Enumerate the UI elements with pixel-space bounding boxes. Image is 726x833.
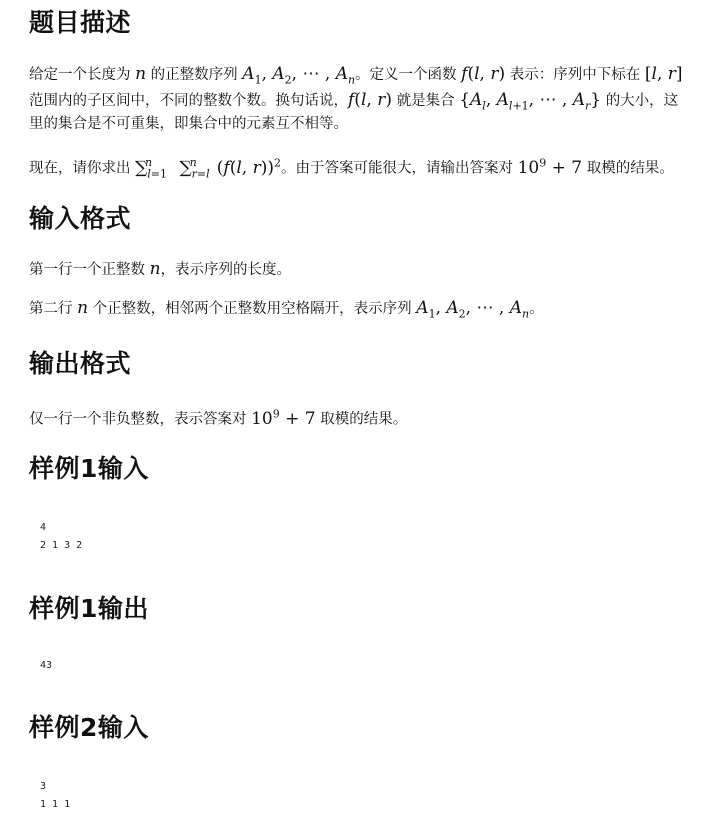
math-sequence: $A_1$, $A_2$, ⋯ , $A_n$ <box>242 64 356 87</box>
heading-sample1-output: 样例1输出 <box>29 594 149 623</box>
heading-input-format: 输入格式 <box>29 204 132 233</box>
output-line-1: 仅一行一个非负整数，表示答案对 $10^9 + 7$ 取模的结果。 <box>29 407 408 429</box>
description-paragraph-1: 给定一个长度为 n 的正整数序列 $A_1$, $A_2$, ⋯ , $A_n$。定义一个函数 f(l, r) 表示：序列中下标在 [l, r] <box>29 64 683 87</box>
math-modulus: $10^9 + 7$ <box>517 156 583 178</box>
sample2-input-block: 3 1 1 1 <box>40 781 71 810</box>
input-line-2: 第二行 n 个正整数，相邻两个正整数用空格隔开，表示序列 $A_1$, $A_2$, ⋯ , $A_n$。 <box>29 298 544 321</box>
heading-description: 题目描述 <box>29 8 132 37</box>
description-paragraph-1-line-3: 里的集合是不可重集，即集合中的元素互不相等。 <box>29 116 348 132</box>
sample1-input-block: 4 2 1 3 2 <box>40 522 83 551</box>
input-line-1: 第一行一个正整数 n，表示序列的长度。 <box>29 259 292 279</box>
math-modulus-output: $10^9 + 7$ <box>251 407 316 429</box>
math-sequence-input: $A_1$, $A_2$, ⋯ , $A_n$ <box>416 298 530 321</box>
math-double-sum: $\sum_{l=1}^n$ $\sum_{r=l}^n$ (f(l, r))$^2$ <box>135 156 281 181</box>
heading-output-format: 输出格式 <box>29 349 132 378</box>
math-flr-2: f(l, r) <box>348 90 392 110</box>
math-flr: f(l, r) <box>461 64 506 84</box>
math-n-input-2: n <box>77 298 89 318</box>
description-paragraph-1-line-2: 范围内的子区间中，不同的整数个数。换句话说，f(l, r) 就是集合 {$A_l$, $A_{l+1}$, ⋯ , $A_r$} 的大小，这 <box>29 90 679 113</box>
description-paragraph-2: 现在，请你求出 $\sum_{l=1}^n$ $\sum_{r=l}^n$ (f(l, r))$^2$。由于答案可能很大，请输出答案对 $10^9 + 7$ 取模的结果。 <box>29 156 674 181</box>
math-interval: [l, r] <box>644 64 683 84</box>
math-n: n <box>135 64 147 84</box>
heading-sample2-input: 样例2输入 <box>29 713 149 742</box>
heading-sample1-input: 样例1输入 <box>29 454 149 483</box>
math-set: {$A_l$, $A_{l+1}$, ⋯ , $A_r$} <box>459 90 602 113</box>
sample1-output-block: 43 <box>40 660 53 671</box>
math-n-input: n <box>149 259 161 279</box>
